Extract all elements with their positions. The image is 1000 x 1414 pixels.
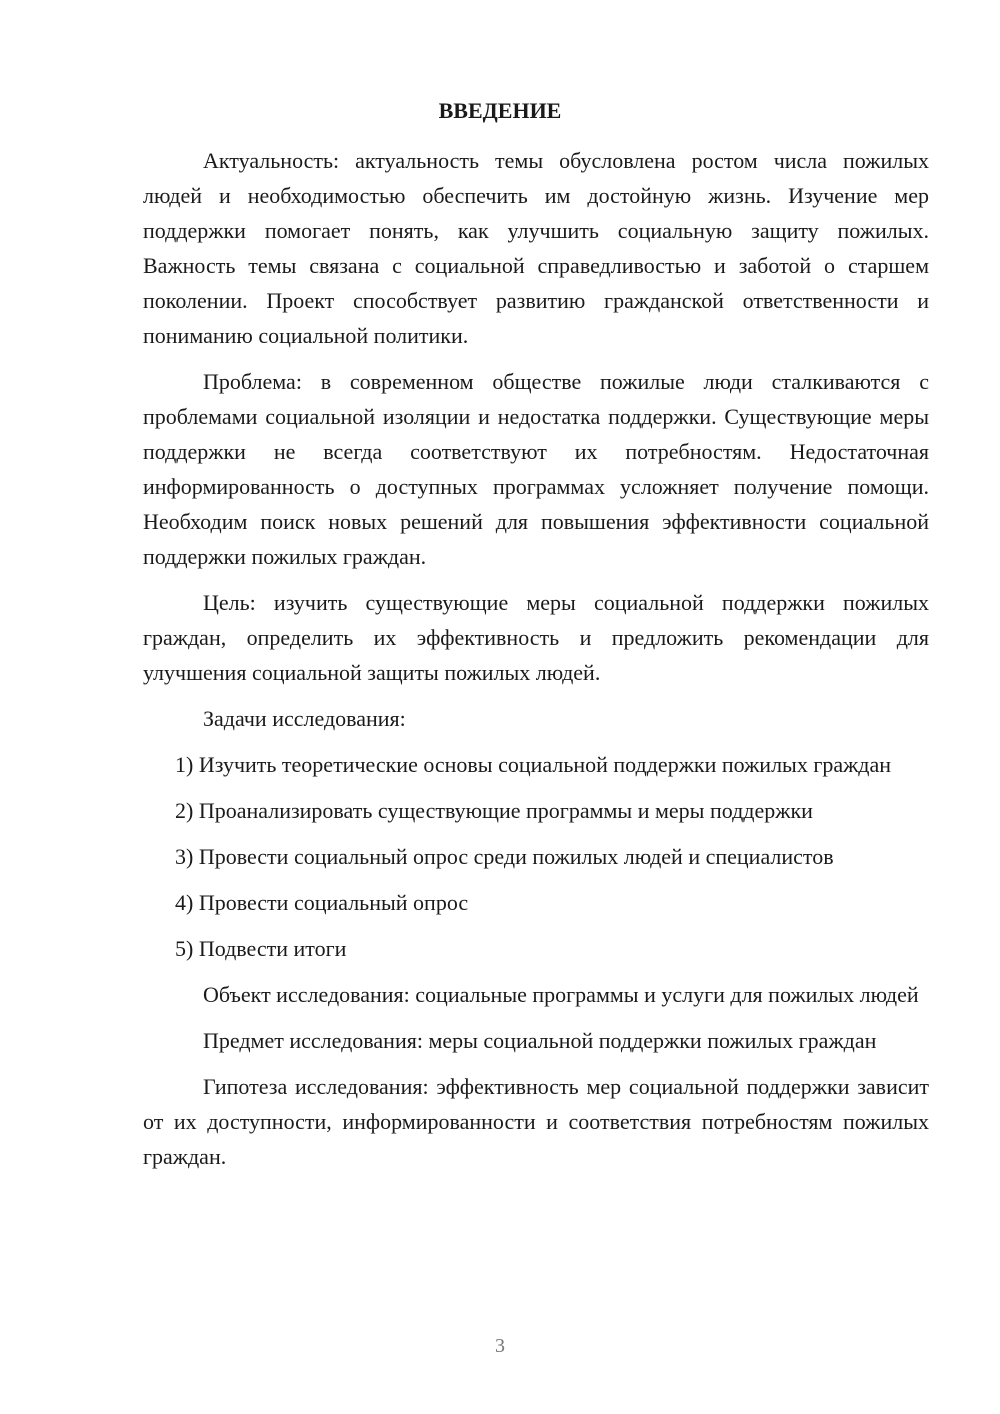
task-item-3: 3) Провести социальный опрос среди пожилых людей и специалистов bbox=[175, 844, 834, 869]
page-title: ВВЕДЕНИЕ bbox=[438, 98, 562, 123]
page-number: 3 bbox=[495, 1335, 505, 1357]
goal-paragraph: Цель: изучить существующие меры социальной поддержки пожилых граждан, определить их эффективность и предложить рекомендации для улучшения социальной защиты пожилых людей. bbox=[143, 590, 929, 685]
hypothesis-paragraph: Гипотеза исследования: эффективность мер социальной поддержки зависит от их доступности, информированности и соответствия потребностям пожилых граждан. bbox=[143, 1074, 929, 1169]
task-item-1: 1) Изучить теоретические основы социальной поддержки пожилых граждан bbox=[175, 752, 892, 777]
document-body bbox=[143, 143, 929, 1185]
subject-paragraph: Предмет исследования: меры социальной поддержки пожилых граждан bbox=[203, 1028, 877, 1053]
task-item-2: 2) Проанализировать существующие программы и меры поддержки bbox=[175, 798, 813, 823]
relevance-paragraph: Актуальность: актуальность темы обусловлена ростом числа пожилых людей и необходимостью обеспечить им достойную жизнь. Изучение мер поддержки помогает понять, как улучшить социальную защиту пожилых. Важность темы связана с социальной справедливостью и заботой о старшем поколении. Проект способствует развитию гражданской ответственности и пониманию социальной политики. bbox=[143, 148, 929, 348]
object-paragraph: Объект исследования: социальные программы и услуги для пожилых людей bbox=[203, 982, 919, 1007]
problem-paragraph: Проблема: в современном обществе пожилые люди сталкиваются с проблемами социальной изоляции и недостатка поддержки. Существующие меры поддержки не всегда соответствуют их потребностям. Недостаточная информированность о доступных программах усложняет получение помощи. Необходим поиск новых решений для повышения эффективности социальной поддержки пожилых граждан. bbox=[143, 369, 929, 569]
task-item-4: 4) Провести социальный опрос bbox=[175, 890, 469, 915]
task-item-5: 5) Подвести итоги bbox=[175, 936, 347, 961]
tasks-heading: Задачи исследования: bbox=[203, 706, 406, 731]
